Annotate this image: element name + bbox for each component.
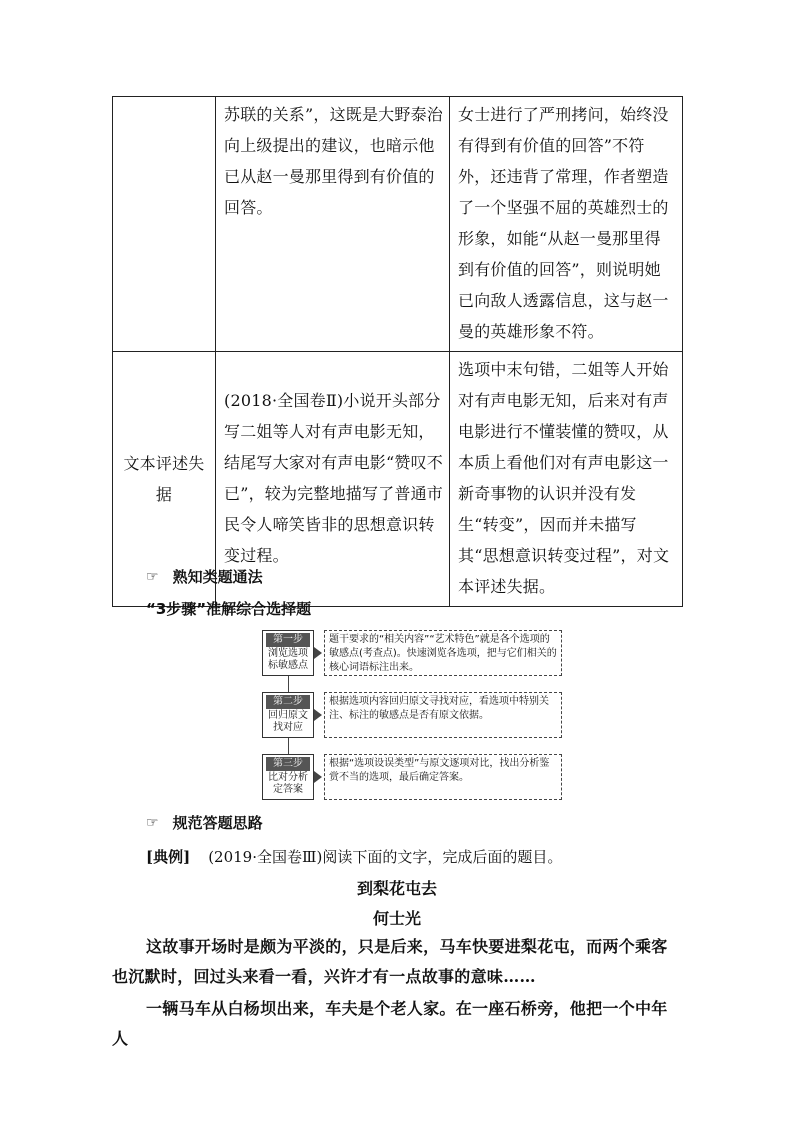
example-source: (2019·全国卷Ⅲ)阅读下面的文字，完成后面的题目。 bbox=[208, 848, 563, 866]
analysis-text: 女士进行了严刑拷问，始终没有得到有价值的回答”不符外，还违背了常理，作者塑造了一个坚强不屈的英雄烈士的形象，如能“从赵一曼那里得到有价值的回答”，则说明她已向敌人透露信息，这与赵一曼的英雄形象不符。 bbox=[458, 105, 669, 341]
example-label: [典例] bbox=[146, 848, 191, 866]
method-subheading: “3步骤”准解综合选择题 bbox=[146, 600, 312, 618]
option-content-text: 苏联的关系”，这既是大野泰治向上级提出的建议，也暗示他已从赵一曼那里得到有价值的回答。 bbox=[224, 105, 443, 217]
step-tag: 第一步 bbox=[266, 633, 310, 647]
step-label bbox=[262, 692, 314, 738]
story-title: 到梨花屯去 bbox=[356, 879, 437, 898]
row-type-cell: 文本评述失据 bbox=[113, 352, 216, 607]
method-heading bbox=[146, 566, 263, 587]
step-3 bbox=[262, 754, 562, 800]
step-description: 根据“选项设误类型”与原文逐项对比，找出分析鉴赏不当的选项，最后确定答案。 bbox=[324, 754, 562, 800]
story-paragraph: 这故事开场时是颇为平淡的，只是后来，马车快要进梨花屯，而两个乘客也沉默时，回过头来看一看，兴许才有一点故事的意味…… bbox=[112, 937, 668, 986]
step-tag: 第二步 bbox=[266, 695, 310, 709]
answer-heading-text: 规范答题思路 bbox=[172, 814, 263, 832]
step-name: 浏览选项标敏感点 bbox=[268, 648, 308, 671]
step-description: 题干要求的“相关内容”“艺术特色”就是各个选项的敏感点(考查点)。快速浏览各选项，把与它们相关的核心词语标注出来。 bbox=[324, 630, 562, 676]
step-name: 比对分析定答案 bbox=[268, 772, 308, 795]
step-tag: 第三步 bbox=[266, 757, 310, 771]
connector-line bbox=[288, 676, 289, 692]
analysis-text: 选项中末句错，二姐等人开始对有声电影无知，后来对有声电影进行不懂装懂的赞叹，从本质上看他们对有声电影这一新奇事物的认识并没有发生“转变”，因而并未描写其“思想意识转变过程”，对文本评述失据。 bbox=[458, 360, 670, 596]
analysis-cell bbox=[450, 97, 683, 352]
row-type-cell bbox=[113, 97, 216, 352]
pointing-hand-icon: ☞ bbox=[146, 568, 159, 585]
story-author: 何士光 bbox=[372, 909, 421, 928]
analysis-cell bbox=[450, 352, 683, 607]
step-label bbox=[262, 754, 314, 800]
steps-diagram bbox=[262, 630, 562, 802]
arrow-right-icon bbox=[314, 647, 322, 659]
answer-heading bbox=[146, 812, 263, 833]
step-1 bbox=[262, 630, 562, 676]
step-description: 根据选项内容回归原文寻找对应，看选项中特别关注、标注的敏感点是否有原文依据。 bbox=[324, 692, 562, 738]
step-2 bbox=[262, 692, 562, 738]
pointing-hand-icon: ☞ bbox=[146, 814, 159, 831]
comparison-table bbox=[112, 96, 683, 607]
example-intro bbox=[146, 846, 562, 867]
connector-line bbox=[288, 738, 289, 754]
arrow-right-icon bbox=[314, 709, 322, 721]
step-label bbox=[262, 630, 314, 676]
option-content-text: (2018·全国卷Ⅱ)小说开头部分写二姐等人对有声电影无知，结尾写大家对有声电影“赞叹不已”，较为完整地描写了普通市民令人啼笑皆非的思想意识转变过程。 bbox=[224, 391, 443, 565]
option-content-cell bbox=[216, 97, 450, 352]
story-paragraph: 一辆马车从白杨坝出来，车夫是个老人家。在一座石桥旁，他把一个中年人 bbox=[112, 999, 668, 1048]
method-heading-text: 熟知类题通法 bbox=[172, 568, 263, 586]
arrow-right-icon bbox=[314, 771, 322, 783]
step-name: 回归原文找对应 bbox=[268, 710, 308, 733]
table-row bbox=[113, 97, 683, 352]
